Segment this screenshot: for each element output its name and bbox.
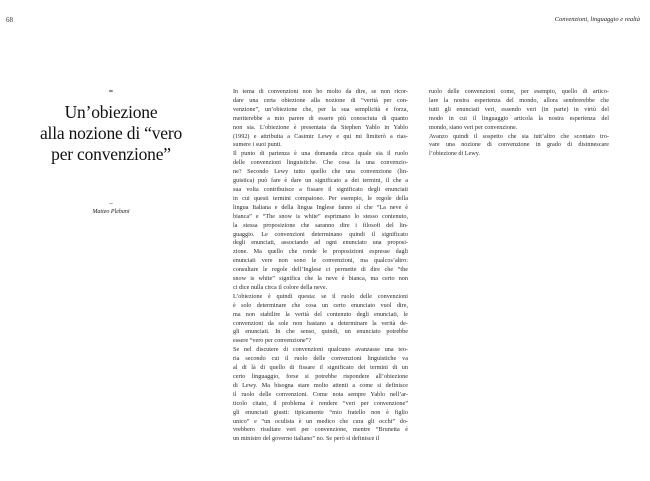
text-line: ticolo citato, il problema è rendere “veri per convenzione” xyxy=(233,399,408,407)
text-line: vrebbero risultare veri per convenzione, mentre “Brunetta è xyxy=(233,426,408,434)
text-line: vare una nozione di convenzione in grado di disinnescare xyxy=(429,141,609,149)
text-line: In tema di convenzioni non ho molto da dire, se non ricor- xyxy=(233,88,408,95)
text-line: modo in cui il linguaggio articola la nostra esperienza del xyxy=(429,114,609,122)
text-line: L’obiezione è quindi questa: se il ruolo delle convenzioni xyxy=(233,292,408,300)
text-line: (1992) e attribuita a Casimir Lewy e qui mi limiterò a rias- xyxy=(233,132,408,140)
text-line: Avanzo quindi il sospetto che sia tutt’altro che scontato tro- xyxy=(429,132,609,140)
text-line: l’obiezione di Lewy. xyxy=(429,150,480,158)
text-line: di Lewy. Ma bisogna stare molto attenti a come si definisce xyxy=(233,381,408,389)
title-line-3: per convenzione” xyxy=(51,144,171,164)
text-line: ma non stabilire la verità del contenuto degli enunciati, le xyxy=(233,310,408,318)
text-line: gli enunciati giusti: tipicamente “mio fratello non è figlio xyxy=(233,408,408,416)
text-line: mondo, siano veri per convenzione. xyxy=(429,123,518,131)
text-line: ne? Secondo Lewy tutto quello che una convenzione (lin- xyxy=(233,168,408,176)
text-line: un ministro del governo italiano” no. Se però si definisce il xyxy=(233,435,380,443)
text-line: tutti gli enunciati veri, essendo veri (in parte) in virtù del xyxy=(429,105,609,113)
text-line: enunciati vere non sono le convenzioni, ma qualcos’altro: xyxy=(233,257,408,265)
author-block xyxy=(0,200,222,215)
text-line: consultare le regole dell’Inglese ci permette di dire che “the xyxy=(233,266,408,274)
text-line: dare una certa obiezione alla nozione di “verità per con- xyxy=(233,96,408,104)
text-line: lingua Italiana e della lingua Inglese fanno sì che “La neve è xyxy=(233,203,408,211)
text-line: ci dice nulla circa il colore della neve. xyxy=(233,283,328,291)
text-line: Se nel discutere di convenzioni qualcuno avanzasse una teo- xyxy=(233,346,408,354)
text-line: venzione”, un’obiezione che, per la sua semplicità e forza, xyxy=(233,105,408,113)
article-title xyxy=(0,84,222,165)
text-line: lare la nostra esperienza del mondo, allora sembrerebbe che xyxy=(429,96,609,104)
text-line: unico” e “un oculista è un medico che cura gli occhi” do- xyxy=(233,417,408,425)
text-line: degli enunciati, associando ad ogni enunciato una proposi- xyxy=(233,239,408,247)
text-line: essere “vero per convenzione”? xyxy=(233,337,312,345)
text-line: snow is white” significa che la neve è bianca, ma certo non xyxy=(233,275,408,283)
author-dash: – xyxy=(109,199,113,207)
text-line: delle convenzioni linguistiche. Che cosa fa una convenzio- xyxy=(233,159,408,167)
text-line: al di là di quello di fissare il significato dei termini di un xyxy=(233,364,408,372)
text-line: in cui questi termini compaiono. Per esempio, le regole della xyxy=(233,194,408,202)
title-line-2: alla nozione di “vero xyxy=(39,123,183,143)
text-line: è solo determinare che cosa un certo enunciato vuol dire, xyxy=(233,301,408,309)
text-column-1 xyxy=(233,88,408,444)
text-line: convenzioni da sole non bastano a determinare la verità de- xyxy=(233,319,408,327)
text-line: il ruolo delle convenzioni. Come nota sempre Yablo nell’ar- xyxy=(233,390,408,398)
text-line: guaggio. Le convenzioni determinano quindi il significato xyxy=(233,230,408,238)
text-line: non sia. L’obiezione è presentata da Stephen Yablo in Yablo xyxy=(233,123,408,131)
text-line: guistica) può fare è dare un significato a dei termini, il che a xyxy=(233,177,408,185)
page-number: 68 xyxy=(6,16,13,24)
running-head: Convenzioni, linguaggio e realtà xyxy=(554,16,640,23)
text-line: sua volta contribuisce a fissare il significato degli enunciati xyxy=(233,185,408,193)
text-line: gli enunciati. In che senso, quindi, un enunciato potrebbe xyxy=(233,328,408,336)
text-line: meriterebbe a mio parere di essere più conosciuta di quanto xyxy=(233,114,408,122)
text-line: bianca” e “The snow is white” esprimano lo stesso contenuto, xyxy=(233,212,408,220)
text-line: ria secondo cui il ruolo delle convenzioni linguistiche va xyxy=(233,355,408,363)
text-line: ruolo delle convenzioni come, per esempio, quello di artico- xyxy=(429,88,609,95)
text-line: la stessa proposizione che saranno dire i filosofi del lin- xyxy=(233,221,408,229)
title-dash: - xyxy=(108,83,114,98)
text-line: Il punto di partenza è una domanda circa quale sia il ruolo xyxy=(233,150,408,158)
author-name: Matteo Plebani xyxy=(92,209,130,215)
text-line: sumere i suoi punti. xyxy=(233,141,282,149)
text-column-2 xyxy=(429,88,609,159)
title-line-1: Un’obiezione xyxy=(64,102,158,122)
text-line: certo linguaggio, forse si potrebbe rispondere all’obiezione xyxy=(233,373,408,380)
text-line: zione. Ma quello che rende le proposizioni espresse dagli xyxy=(233,248,408,256)
